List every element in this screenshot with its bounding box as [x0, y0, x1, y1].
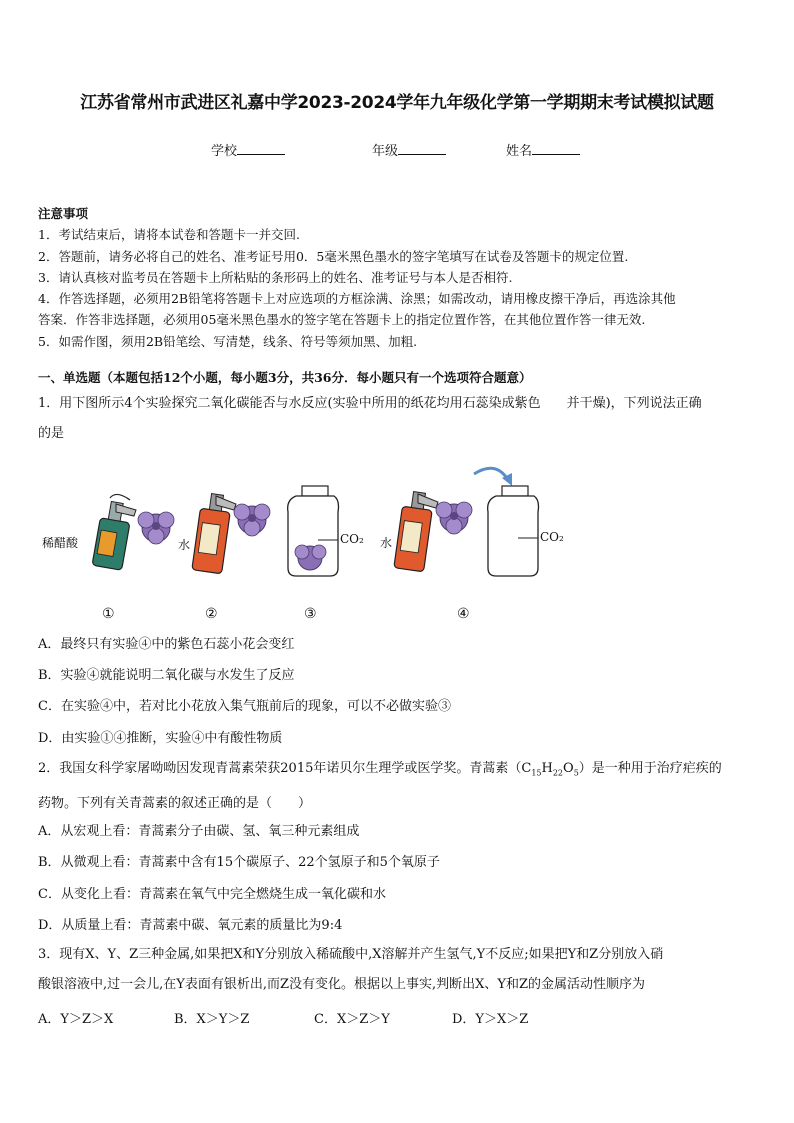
note-item: 1．考试结束后，请将本试卷和答题卡一并交回.: [38, 227, 300, 243]
experiment-number-1: ①: [102, 606, 115, 622]
question-3-line2: 酸银溶液中,过一会儿,在Y表面有银析出,而Z没有变化。根据以上事实,判断出X、Y和Z的金属活动性顺序为: [38, 977, 646, 992]
grade-field[interactable]: [372, 140, 446, 159]
experiment-illustration: [38, 460, 758, 635]
label-co2-jar-4: CO₂: [540, 530, 564, 544]
q2-formula-sub-h: 22: [552, 768, 564, 778]
q3-option-c[interactable]: C．X＞Z＞Y: [314, 1012, 390, 1027]
experiment-number-4: ④: [457, 606, 470, 622]
q2-option-a[interactable]: A．从宏观上看：青蒿素分子由碳、氢、氧三种元素组成: [38, 824, 360, 839]
q2-stem-part-b: ）是一种用于治疗疟疾的: [578, 761, 722, 776]
experiment-number-3: ③: [304, 606, 317, 622]
q1-option-b[interactable]: B．实验④就能说明二氧化碳与水发生了反应: [38, 668, 295, 683]
notes-heading: 注意事项: [38, 206, 89, 221]
question-2-stem: [38, 754, 758, 819]
q1-option-c[interactable]: C．在实验④中，若对比小花放入集气瓶前后的现象，可以不必做实验③: [38, 699, 451, 714]
q2-option-c[interactable]: C．从变化上看：青蒿素在氧气中完全燃烧生成一氧化碳和水: [38, 887, 386, 902]
grade-label: 年级: [372, 144, 399, 159]
question-2-line1: [38, 754, 758, 789]
curved-arrow-icon: [474, 468, 512, 486]
q2-stem-part-a: 2．我国女科学家屠呦呦因发现青蒿素荣获2015年诺贝尔生理学或医学奖。青蒿素（C: [38, 761, 532, 776]
flower-2-icon: [234, 504, 270, 536]
school-label: 学校: [211, 144, 238, 159]
label-co2-jar-3: CO₂: [340, 532, 364, 546]
label-water-2: 水: [380, 536, 393, 550]
notes-section: [38, 203, 758, 352]
experiment-figure: [38, 460, 758, 635]
school-blank: [237, 142, 285, 155]
q2-formula-h: H: [541, 761, 553, 776]
spray-bottle-water-icon: [192, 494, 236, 574]
q2-formula-sub-c: 15: [531, 768, 542, 778]
grade-blank: [398, 142, 446, 155]
spray-bottle-acid-icon: [92, 494, 136, 570]
exam-title: 江苏省常州市武进区礼嘉中学2023-2024学年九年级化学第一学期期末考试模拟试题: [80, 93, 714, 113]
school-field[interactable]: [211, 140, 285, 159]
note-item: 2．答题前，请务必将自己的姓名、准考证号用0．5毫米黑色墨水的签字笔填写在试卷及答题卡的规定位置.: [38, 248, 629, 264]
gas-jar-4-icon: [488, 486, 539, 576]
name-label: 姓名: [506, 144, 533, 159]
name-field[interactable]: [506, 140, 580, 159]
gas-jar-3-icon: [288, 486, 339, 576]
note-item: 4．作答选择题，必须用2B铅笔将答题卡上对应选项的方框涂满、涂黑；如需改动，请用橡皮擦干净后，再选涂其他: [38, 291, 676, 307]
name-blank: [532, 142, 580, 155]
q1-option-d[interactable]: D．由实验①④推断，实验④中有酸性物质: [38, 731, 283, 746]
q3-option-d[interactable]: D．Y＞X＞Z: [452, 1012, 529, 1027]
note-item: 5．如需作图，须用2B铅笔绘、写清楚，线条、符号等须加黑、加粗.: [38, 333, 418, 349]
question-1-stem: [38, 389, 758, 449]
question-1-line2: 的是: [38, 426, 65, 441]
experiment-number-2: ②: [205, 606, 218, 622]
spray-bottle-water-2-icon: [394, 492, 438, 572]
question-1-line1: 1．用下图所示4个实验探究二氧化碳能否与水反应(实验中所用的纸花均用石蕊染成紫色 并干燥)，下列说法正确: [38, 396, 702, 411]
question-3-stem: [38, 940, 758, 1000]
flower-4-icon: [436, 502, 472, 534]
q3-option-b[interactable]: B．X＞Y＞Z: [174, 1012, 250, 1027]
question-2-line2: 药物。下列有关青蒿素的叙述正确的是（ ）: [38, 795, 312, 811]
note-item: 答案．作答非选择题，必须用05毫米黑色墨水的签字笔在答题卡上的指定位置作答，在其他位置作答一律无效.: [38, 312, 646, 328]
flower-1-icon: [138, 512, 174, 544]
q2-option-b[interactable]: B．从微观上看：青蒿素中含有15个碳原子、22个氢原子和5个氧原子: [38, 855, 440, 870]
q1-option-a[interactable]: A．最终只有实验④中的紫色石蕊小花会变红: [38, 637, 295, 652]
note-item: 3．请认真核对监考员在答题卡上所粘贴的条形码上的姓名、准考证号与本人是否相符.: [38, 269, 513, 285]
question-3-line1: 3．现有X、Y、Z三种金属,如果把X和Y分别放入稀硫酸中,X溶解并产生氢气,Y不反应;如果把Y和Z分别放入硝: [38, 947, 664, 962]
q2-formula-sub-o: 5: [573, 768, 579, 778]
q3-option-a[interactable]: A．Y＞Z＞X: [38, 1012, 114, 1027]
q2-formula-o: O: [563, 761, 574, 776]
label-water-1: 水: [178, 538, 191, 552]
q2-option-d[interactable]: D．从质量上看：青蒿素中碳、氧元素的质量比为9:4: [38, 918, 343, 933]
section-heading: 一、单选题（本题包括12个小题，每小题3分，共36分．每小题只有一个选项符合题意）: [38, 370, 532, 385]
label-dilute-acetic-acid: 稀醋酸: [42, 536, 79, 550]
